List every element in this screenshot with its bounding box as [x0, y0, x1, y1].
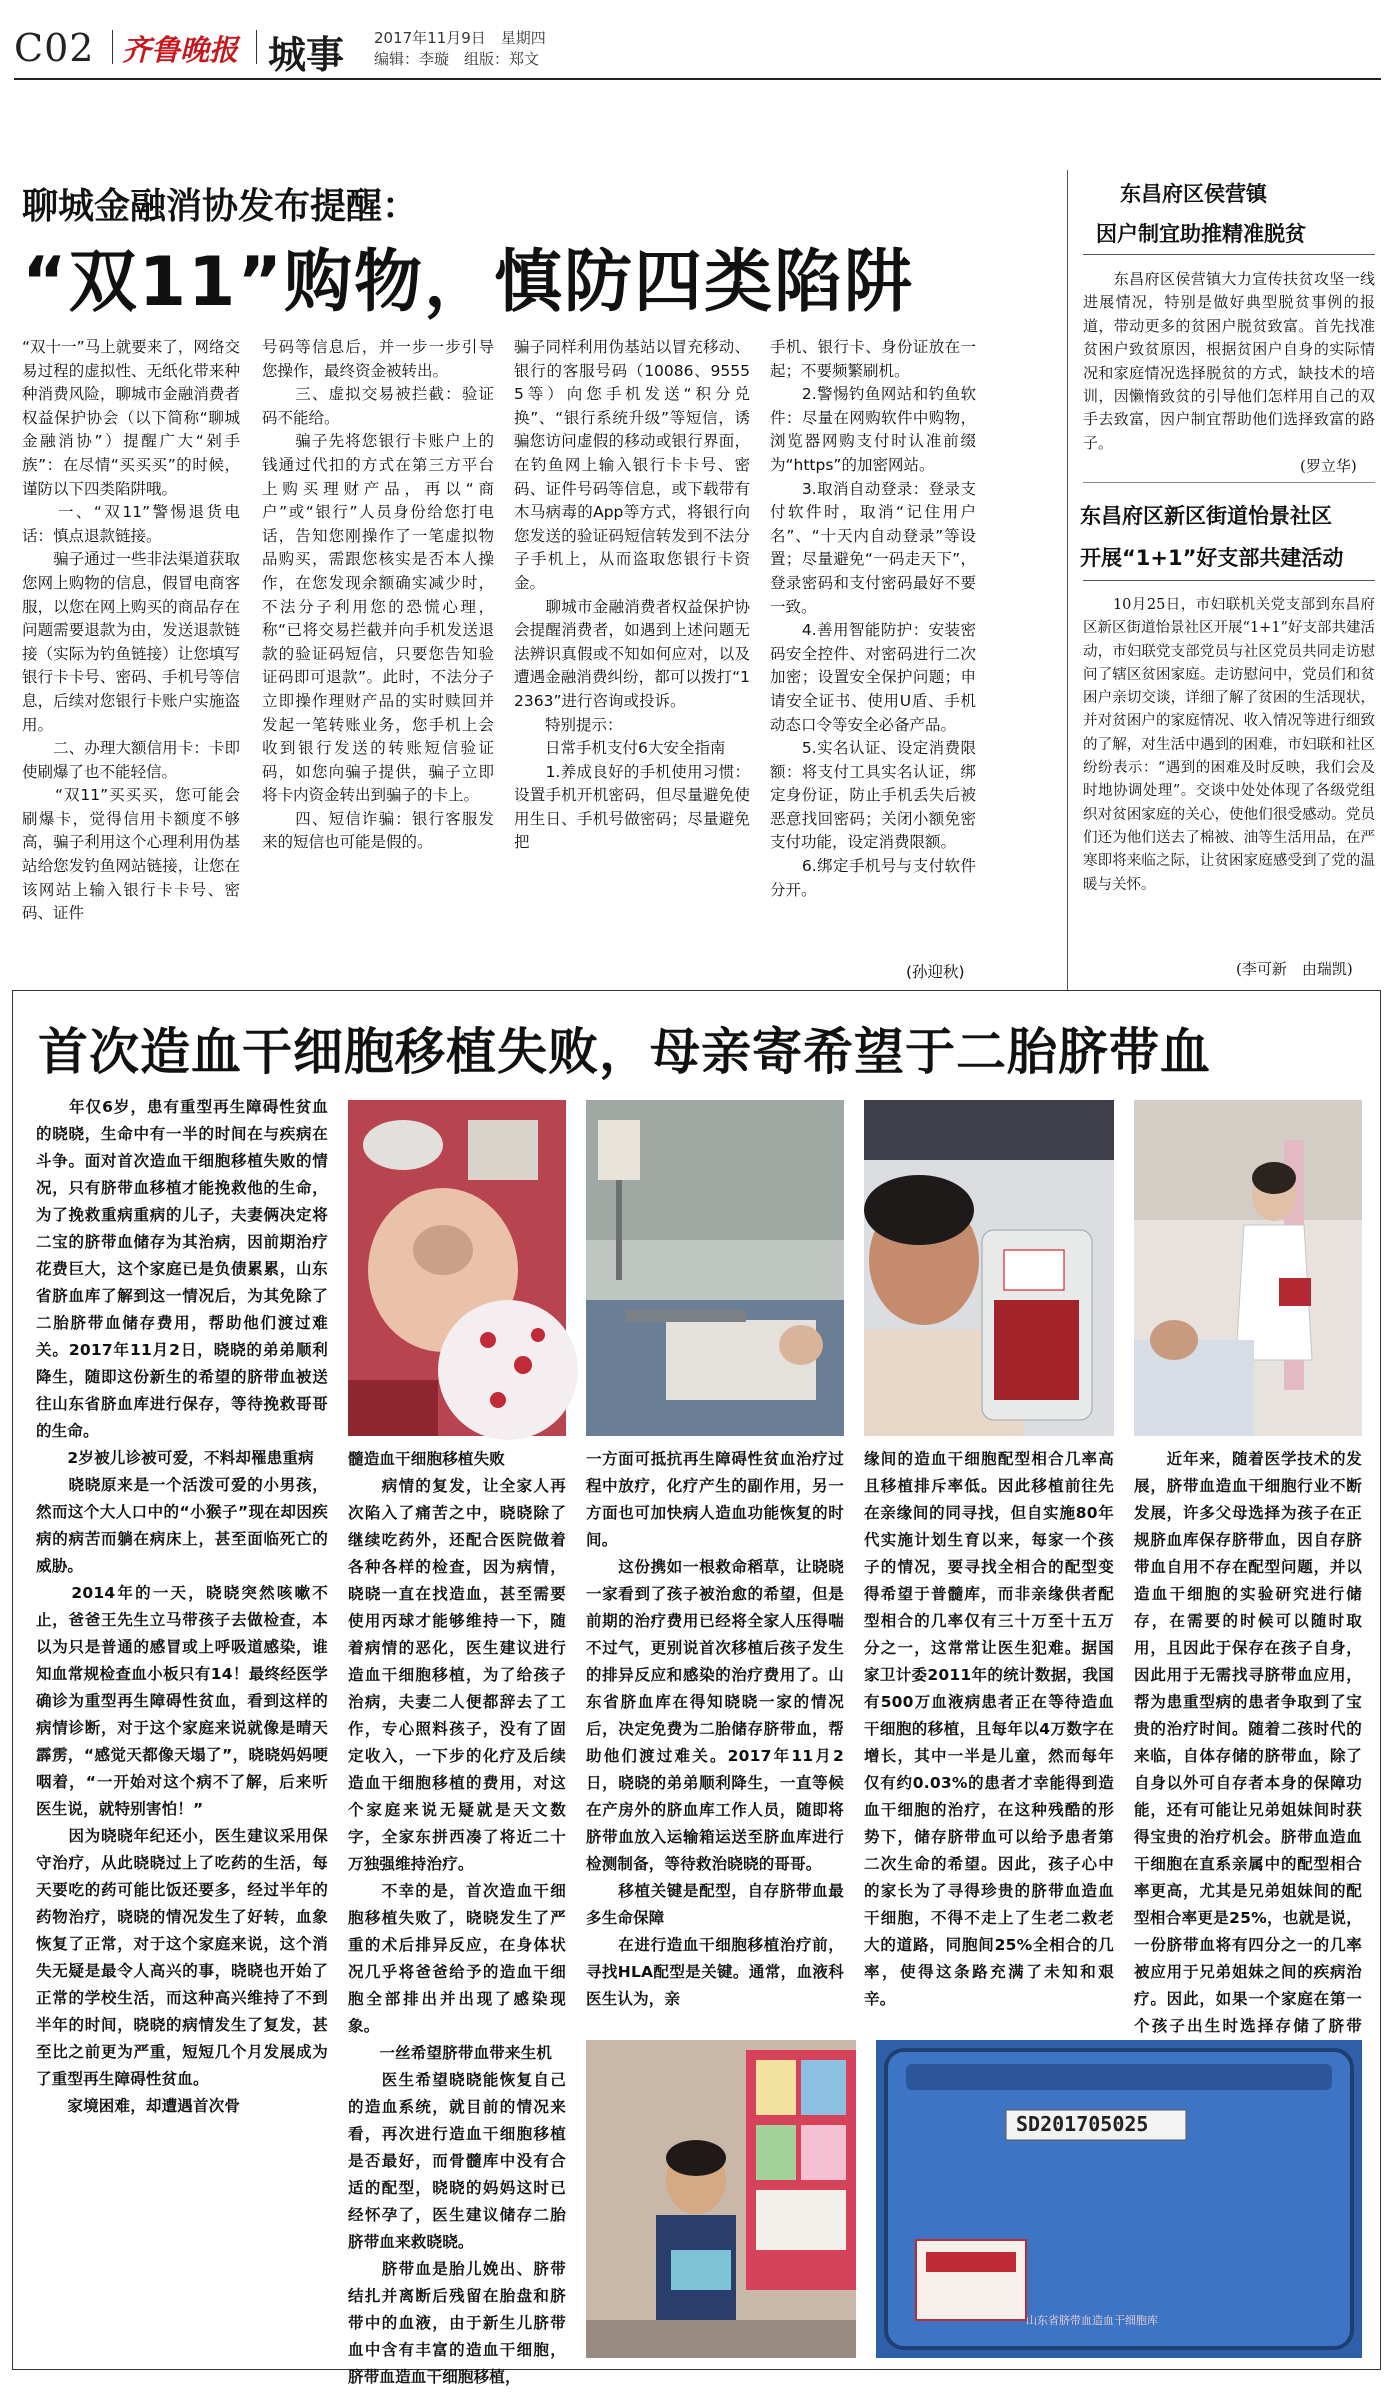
paper-logo: 齐鲁晚报	[122, 33, 239, 67]
page-number: C02	[14, 26, 95, 70]
article1-column-1: “双十一”马上就要来了，网络交易过程的虚拟性、无纸化带来种种消费风险，聊城市金融消费者权益保护协会（以下简称“聊城金融消协”）提醒广大“剁手族”：在尽情“买买买”的时候，谨防以下四类陷阱哦。 一、“双11”警惕退货电话：慎点退款链接。 骗子通过一些非法渠道获取您网上购物的信息，假冒电商客服，以您在网上购买的商品存在问题需要退款为由，发送退款链接（实际为钓鱼链接）让您填写银行卡卡号、密码、手机号等信息，后续对您银行卡账户实施盗用。 二、办理大额信用卡：卡即使刷爆了也不能轻信。 “双11”买买买，您可能会刷爆卡，觉得信用卡额度不够高，骗子利用这个心理利用伪基站给您发钓鱼网站链接，让您在该网站上输入银行卡卡号、密码、证件	[22, 338, 240, 923]
article2-column-1: 年仅6岁，患有重型再生障碍性贫血的晓晓，生命中有一半的时间在与疾病在斗争。面对首次造血干细胞移植失败的情况，只有脐带血移植才能挽救他的生命，为了挽救重病重病的儿子，夫妻俩决定将二宝的脐带血储存为其治病，因前期治疗花费巨大，这个家庭已是负债累累，山东省脐血库了解到这一情况后，为其免除了二胎脐带血储存费用，帮助他们渡过难关。2017年11月2日，晓晓的弟弟顺利降生，随即这份新生的希望的脐带血被送往山东省脐血库进行保存，等待挽救哥哥的生命。 2岁被儿诊被可爱，不料却罹患重病 晓晓原来是一个活泼可爱的小男孩，然而这个大人口中的“小猴子”现在却因疾病的病苦而躺在病床上，甚至面临死亡的威胁。 2014年的一天，晓晓突然咳嗽不止，爸爸王先生立马带孩子去做检查，本以为只是普通的感冒或上呼吸道感染，谁知血常规检查血小板只有14！最终经医学确诊为重型再生障碍性贫血，看到这样的病情诊断，对于这个家庭来说就像是晴天霹雳，“感觉天都像天塌了”，晓晓妈妈哽咽着，“一开始对这个病不了解，后来听医生说，就特别害怕！” 因为晓晓年纪还小，医生建议采用保守治疗，从此晓晓过上了吃药的生活，每天要吃的药可能比饭还要多，经过半年的药物治疗，晓晓的情况发生了好转，血象恢复了正常，对于这个家庭来说，这个消失无疑是最令人高兴的事，晓晓也开始了正常的学校生活，而这种高兴维持了不到半年的时间，晓晓的病情发生了复发，甚至比之前更为严重，短短几个月发展成为了重型再生障碍性贫血。 家境困难，却遭遇首次骨	[36, 1098, 328, 2115]
sidebar1-title-2: 因户制宜助推精准脱贫	[1096, 222, 1306, 246]
cooler-brand: 山东省脐带血造血干细胞库	[1026, 2314, 1158, 2327]
mother-with-cord-blood-bag-photo	[864, 1100, 1114, 1436]
article1-headline: “双11”购物，慎防四类陷阱	[22, 243, 915, 322]
sidebar2-rule	[1083, 580, 1375, 581]
sidebar2-title-1: 东昌府区新区街道怡景社区	[1080, 504, 1332, 528]
article1-column-2: 号码等信息后，并一步一步引导您操作，最终资金被转出。 三、虚拟交易被拦截：验证码不能给。 骗子先将您银行卡账户上的钱通过代扣的方式在第三方平台上购买理财产品，再以“商户”或“银行”人员身份给您打电话，告知您刚操作了一笔虚拟物品购买，需跟您核实是否本人操作，在您发现余额确实减少时，不法分子利用您的恐慌心理，称“已将交易拦截并向手机发送退款的验证码短信，只要您告知验证码即可退款”。此时，不法分子立即操作理财产品的实时赎回并发起一笔转账业务，您手机上会收到银行发送的转账短信验证码，如您向骗子提供，骗子立即将卡内资金转出到骗子的卡上。 四、短信诈骗：银行客服发来的短信也可能是假的。	[262, 338, 494, 852]
section-title: 城事	[268, 33, 345, 77]
newborn-photo	[348, 1100, 566, 1436]
article2-column-5: 近年来，随着医学技术的发展，脐带血造血干细胞行业不断发展，许多父母选择为孩子在正规脐血库保存脐带血，因自存脐带血自用不存在配型问题，并以造血干细胞的实验研究进行储存，在需要的时候可以随时取用，且因此于保存在孩子自身，因此用于无需找寻脐带血应用，帮为患重型病的患者争取到了宝贵的治疗时间。随着二孩时代的来临，自体存储的脐带血，除了自身以外可自存者本身的保障功能，还有可能让兄弟姐妹间时获得宝贵的治疗机会。脐带血造血干细胞在直系亲属中的配型相合率更高，尤其是兄弟姐妹间的配型相合率更是25%，也就是说，一份脐带血将有四分之一的几率被应用于兄弟姐妹之间的疾病治疗。因此，如果一个家庭在第一个孩子出生时选择存储了脐带	[1134, 1450, 1362, 2035]
sidebar2-title-2: 开展“1+1”好支部共建活动	[1080, 546, 1344, 570]
date-line: 2017年11月9日 星期四	[374, 29, 546, 47]
sidebar1-byline: (罗立华)	[1300, 457, 1357, 475]
hospital-bed-photo	[586, 1100, 844, 1436]
article1-column-3: 骗子同样利用伪基站以冒充移动、银行的客服号码（10086、95555等）向您手机发送“积分兑换”、“银行系统升级”等短信，诱骗您访问虚假的移动或银行界面，在钓鱼网上输入银行卡卡号、密码、证件号码等信息，或下载带有木马病毒的App等方式，将银行向您发送的验证码短信转发到不法分子手机上，从而盗取您银行卡资金。 聊城市金融消费者权益保护协会提醒消费者，如遇到上述问题无法辨识真假或不知如何应对，以及遭遇金融消费纠纷，都可以拨打“12363”进行咨询或投诉。 特别提示： 日常手机支付6大安全指南 1.养成良好的手机使用习惯：设置手机开机密码，但尽量避免使用生日、手机号做密码；尽量避免把	[514, 338, 750, 852]
article1-column-4: 手机、银行卡、身份证放在一起；不要频繁刷机。 2.警惕钓鱼网站和钓鱼软件：尽量在网购软件中购物，浏览器网购支付时认准前缀为“https”的加密网站。 3.取消自动登录：登录支付软件时，取消“记住用户名”、“十天内自动登录”等设置；尽量避免“一码走天下”，登录密码和支付密码最好不要一致。 4.善用智能防护：安装密码安全控件、对密码进行二次加密；设置安全保护问题；申请安全证书、使用U盾、手机动态口令等安全必备产品。 5.实名认证、设定消费限额：将支付工具实名认证，绑定身份证，防止手机丢失后被恶意找回密码；关闭小额免密支付功能，设定消费限额。 6.绑定手机号与支付软件分开。	[770, 338, 976, 899]
boy-reading-photo	[586, 2040, 856, 2358]
article1-byline: (孙迎秋)	[906, 963, 965, 981]
sidebar1-title-1: 东昌府区侯营镇	[1120, 182, 1267, 206]
sidebar2-body: 10月25日，市妇联机关党支部到东昌府区新区街道怡景社区开展“1+1”好支部共建活动，市妇联党支部党员与社区党员共同走访慰问了辖区贫困家庭。走访慰问中，党员们和贫困户亲切交谈，详细了解了贫困的生活现状，并对贫困户的家庭情况、收入情况等进行细致的了解，对生活中遇到的困难，市妇联和社区纷纷表示：“遇到的困难及时反映，我们会及时地协调处理”。交谈中处处体现了各级党组织对贫困家庭的关心，使他们很受感动。党员们还为他们送去了棉被、油等生活用品，在严寒即将来临之际，让贫困家庭感受到了党的温暖与关怀。	[1083, 597, 1375, 893]
article2-column-3: 一方面可抵抗再生障碍性贫血治疗过程中放疗，化疗产生的副作用，另一方面也可加快病人造血功能恢复的时间。 这份携如一根救命稻草，让晓晓一家看到了孩子被治愈的希望，但是前期的治疗费用已经将全家人压得喘不过气，更别说首次移植后孩子发生的排异反应和感染的治疗费用了。山东省脐血库在得知晓晓一家的情况后，决定免费为二胎储存脐带血，帮助他们渡过难关。2017年11月2日，晓晓的弟弟顺利降生，一直等候在产房外的脐血库工作人员，随即将脐带血放入运输箱运送至脐血库进行检测制备，等待救治晓晓的哥哥。 移植关键是配型，自存脐带血最多生命保障 在进行造血干细胞移植治疗前，寻找HLA配型是关键。通常，血液科医生认为，亲	[586, 1450, 844, 2008]
masthead-divider-2	[256, 30, 257, 64]
cooler-label: SD201705025	[1016, 2112, 1149, 2136]
masthead-rule	[14, 78, 1381, 80]
masthead-divider-1	[112, 30, 113, 64]
sidebar1-body: 东昌府区侯营镇大力宣传扶贫攻坚一线进展情况，特别是做好典型脱贫事例的报道，带动更多的贫困户脱贫致富。首先找准贫困户致贫原因，根据贫困户自身的实际情况和家庭情况选择脱贫的方式，缺技术的培训，因懒惰致贫的引导他们怎样用自己的双手去致富，因户制宜帮助他们选择致富的路子。	[1083, 270, 1375, 452]
article1-kicker: 聊城金融消协发布提醒：	[22, 186, 419, 227]
sidebar2-byline: (李可新 由瑞凯)	[1236, 960, 1353, 978]
editors-line: 编辑：李璇 组版：郑文	[374, 50, 540, 68]
article2-column-4: 缘间的造血干细胞配型相合几率高且移植排斥率低。因此移植前往先在亲缘间的同寻找，但自实施80年代实施计划生育以来，每家一个孩子的情况，要寻找全相合的配型变得希望于普髓库，而非亲缘供者配型相合的几率仅有三十万至十五万分之一，这常常让医生犯难。据国家卫计委2011年的统计数据，我国有500万血液病患者正在等待造血干细胞的移植，且每年以4万数字在增长，其中一半是儿童，然而每年仅有约0.03%的患者才幸能得到造血干细胞的治疗，在这种残酷的形势下，储存脐带血可以给予患者第二次生命的希望。因此，孩子心中的家长为了寻得珍贵的脐带血造血干细胞，不得不走上了生老二救老大的道路，同胞间25%全相合的几率，使得这条路充满了未知和艰辛。	[864, 1450, 1114, 2008]
article2-headline: 首次造血干细胞移植失败，母亲寄希望于二胎脐带血	[38, 1023, 1211, 1081]
article2-column-2: 髓造血干细胞移植失败 病情的复发，让全家人再次陷入了痛苦之中，晓晓除了继续吃药外，还配合医院做着各种各样的检查，因为病情，晓晓一直在找造血，甚至需要使用丙球才能够维持一下，随着病情的恶化，医生建议进行造血干细胞移植，为了给孩子治病，夫妻二人便都辞去了工作，专心照料孩子，没有了固定收入，一下步的化疗及后续造血干细胞移植的费用，对这个家庭来说无疑就是天文数字，全家东拼西凑了将近二十万独强维持治疗。 不幸的是，首次造血干细胞移植失败了，晓晓发生了严重的术后排异反应，在身体状况几乎将爸爸给予的造血干细胞全部排出并出现了感染现象。 一丝希望脐带血带来生机 医生希望晓晓能恢复自己的造血系统，就目前的情况来看，再次进行造血干细胞移植是否最好，而骨髓库中没有合适的配型，晓晓的妈妈这时已经怀孕了，医生建议储存二胎脐带血来救晓晓。 脐带血是胎儿娩出、脐带结扎并离断后残留在胎盘和脐带中的血液，由于新生儿脐带血中含有丰富的造血干细胞，脐带血造血干细胞移植，	[348, 1450, 566, 2386]
cord-blood-cooler-photo	[876, 2040, 1362, 2358]
sidebar-separator	[1083, 482, 1375, 483]
column-divider	[1067, 170, 1068, 990]
sidebar1-rule	[1083, 254, 1375, 255]
doctor-in-ward-photo	[1134, 1100, 1362, 1436]
